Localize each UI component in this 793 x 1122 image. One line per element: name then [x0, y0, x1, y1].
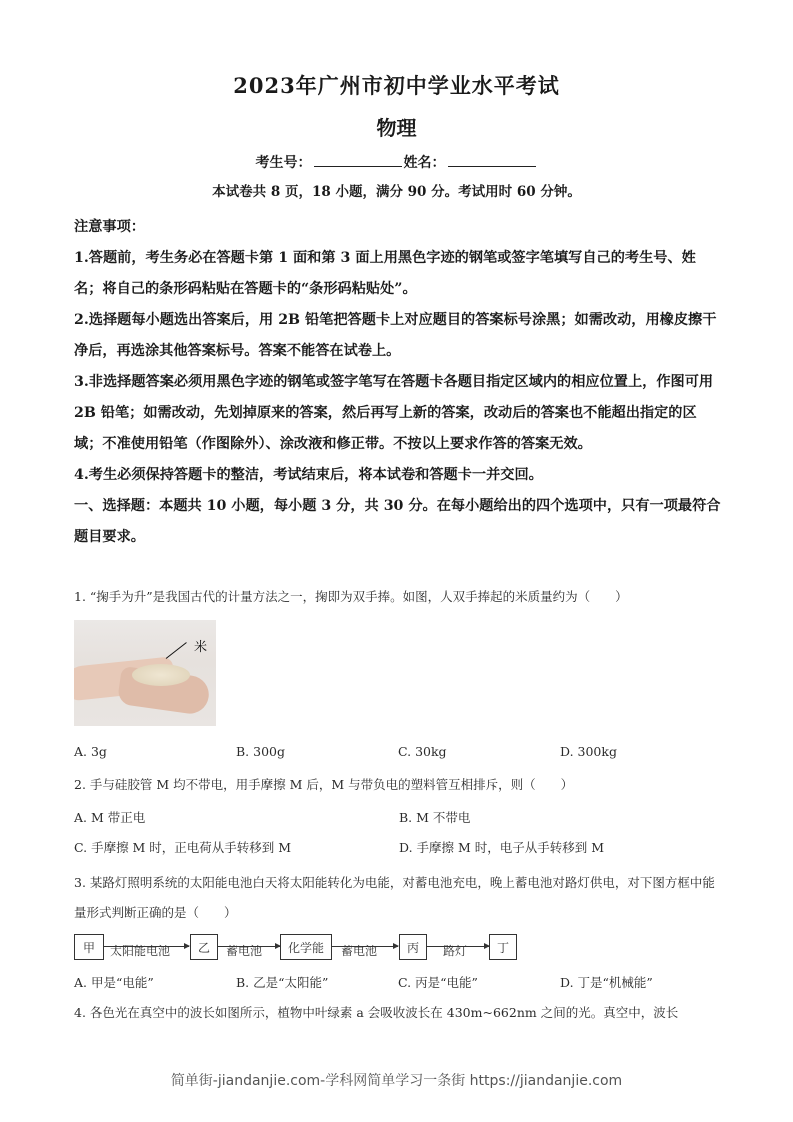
question-2-options-row2 [74, 838, 724, 856]
subject-title: 物理 [376, 116, 417, 140]
box-chemical-energy: 化学能 [280, 934, 332, 960]
option-a[interactable]: A. 甲是“电能” [74, 975, 154, 990]
page-info: 本试卷共 8 页，18 小题，满分 90 分。考试用时 60 分钟。 [212, 184, 581, 200]
label-pointer-line [166, 642, 187, 659]
question-3-options [74, 973, 724, 991]
name-blank[interactable] [448, 152, 536, 167]
note-item-4: 4.考生必须保持答题卡的整洁，考试结束后，将本试卷和答题卡一并交回。 [74, 467, 543, 483]
notes-section [74, 212, 724, 553]
energy-flow-diagram [74, 930, 524, 962]
exam-title: 2023年广州市初中学业水平考试 [233, 73, 560, 98]
candidate-id-blank[interactable] [314, 152, 402, 167]
note-item-2: 2.选择题每小题选出答案后，用 2B 铅笔把答题卡上对应题目的答案标号涂黑；如需改动，用橡皮擦干净后，再选涂其他答案标号。答案不能答在试卷上。 [74, 312, 717, 359]
candidate-id-label: 考生号： [255, 155, 312, 171]
rice-label: 米 [194, 640, 208, 655]
option-a[interactable]: A. M 带正电 [74, 810, 146, 825]
option-d[interactable]: D. 手摩擦 M 时，电子从手转移到 M [399, 840, 605, 855]
question-2-stem: 2. 手与硅胶管 M 均不带电，用手摩擦 M 后，M 与带负电的塑料管互相排斥，则（ ） [74, 777, 574, 792]
question-1-options [74, 744, 724, 759]
option-b[interactable]: B. 乙是“太阳能” [236, 975, 329, 990]
arrow-label-solar-cell: 太阳能电池 [110, 944, 171, 958]
question-3-stem: 3. 某路灯照明系统的太阳能电池白天将太阳能转化为电能，对蓄电池充电，晚上蓄电池对路灯供电，对下图方框中能量形式判断正确的是（ ） [74, 875, 715, 920]
rice-pile [132, 664, 190, 686]
rice-hands-photo [74, 620, 216, 726]
option-c[interactable]: C. 30kg [398, 744, 447, 759]
arrow-battery-2 [332, 944, 398, 958]
arrow-label-battery-1: 蓄电池 [226, 944, 263, 958]
option-d[interactable]: D. 丁是“机械能” [560, 975, 653, 990]
box-yi: 乙 [190, 934, 218, 960]
option-b[interactable]: B. M 不带电 [399, 810, 471, 825]
box-bing: 丙 [399, 934, 427, 960]
question-4-stem: 4. 各色光在真空中的波长如图所示，植物中叶绿素 a 会吸收波长在 430m~662nm 之间的光。真空中，波长 [74, 1005, 679, 1020]
note-item-3: 3.非选择题答案必须用黑色字迹的钢笔或签字笔写在答题卡各题目指定区域内的相应位置上，作图可用 2B 铅笔；如需改动，先划掉原来的答案，然后再写上新的答案，改动后的答案也不能超出指定的区域；不准使用铅笔（作图除外）、涂改液和修正带。不按以上要求作答的答案无效。 [74, 374, 714, 452]
option-d[interactable]: D. 300kg [560, 744, 617, 759]
question-2-options-row1 [74, 808, 724, 826]
arrow-street-lamp [427, 944, 489, 958]
arrow-solar-cell [104, 944, 189, 958]
option-b[interactable]: B. 300g [236, 744, 285, 759]
arrow-label-battery-2: 蓄电池 [341, 944, 378, 958]
note-item-1: 1.答题前，考生务必在答题卡第 1 面和第 3 面上用黑色字迹的钢笔或签字笔填写自己的考生号、姓名；将自己的条形码粘贴在答题卡的“条形码粘贴处”。 [74, 250, 696, 297]
candidate-info-line [0, 152, 793, 172]
name-label: 姓名： [403, 155, 446, 171]
box-jia: 甲 [74, 934, 104, 960]
option-c[interactable]: C. 丙是“电能” [398, 975, 478, 990]
watermark-footer: 简单街-jiandanjie.com-学科网简单学习一条街 https://jiandanjie.com [170, 1073, 623, 1089]
arrow-battery-1 [218, 944, 280, 958]
option-c[interactable]: C. 手摩擦 M 时，正电荷从手转移到 M [74, 840, 292, 855]
option-a[interactable]: A. 3g [74, 744, 107, 759]
question-1-stem: 1. “掬手为升”是我国古代的计量方法之一，掬即为双手捧。如图，人双手捧起的米质量约为（ ） [74, 589, 628, 604]
section-heading: 一、选择题：本题共 10 小题，每小题 3 分，共 30 分。在每小题给出的四个选项中，只有一项最符合题目要求。 [74, 498, 721, 545]
box-ding: 丁 [489, 934, 517, 960]
arrow-label-street-lamp: 路灯 [443, 944, 468, 958]
notes-heading: 注意事项： [74, 219, 145, 235]
